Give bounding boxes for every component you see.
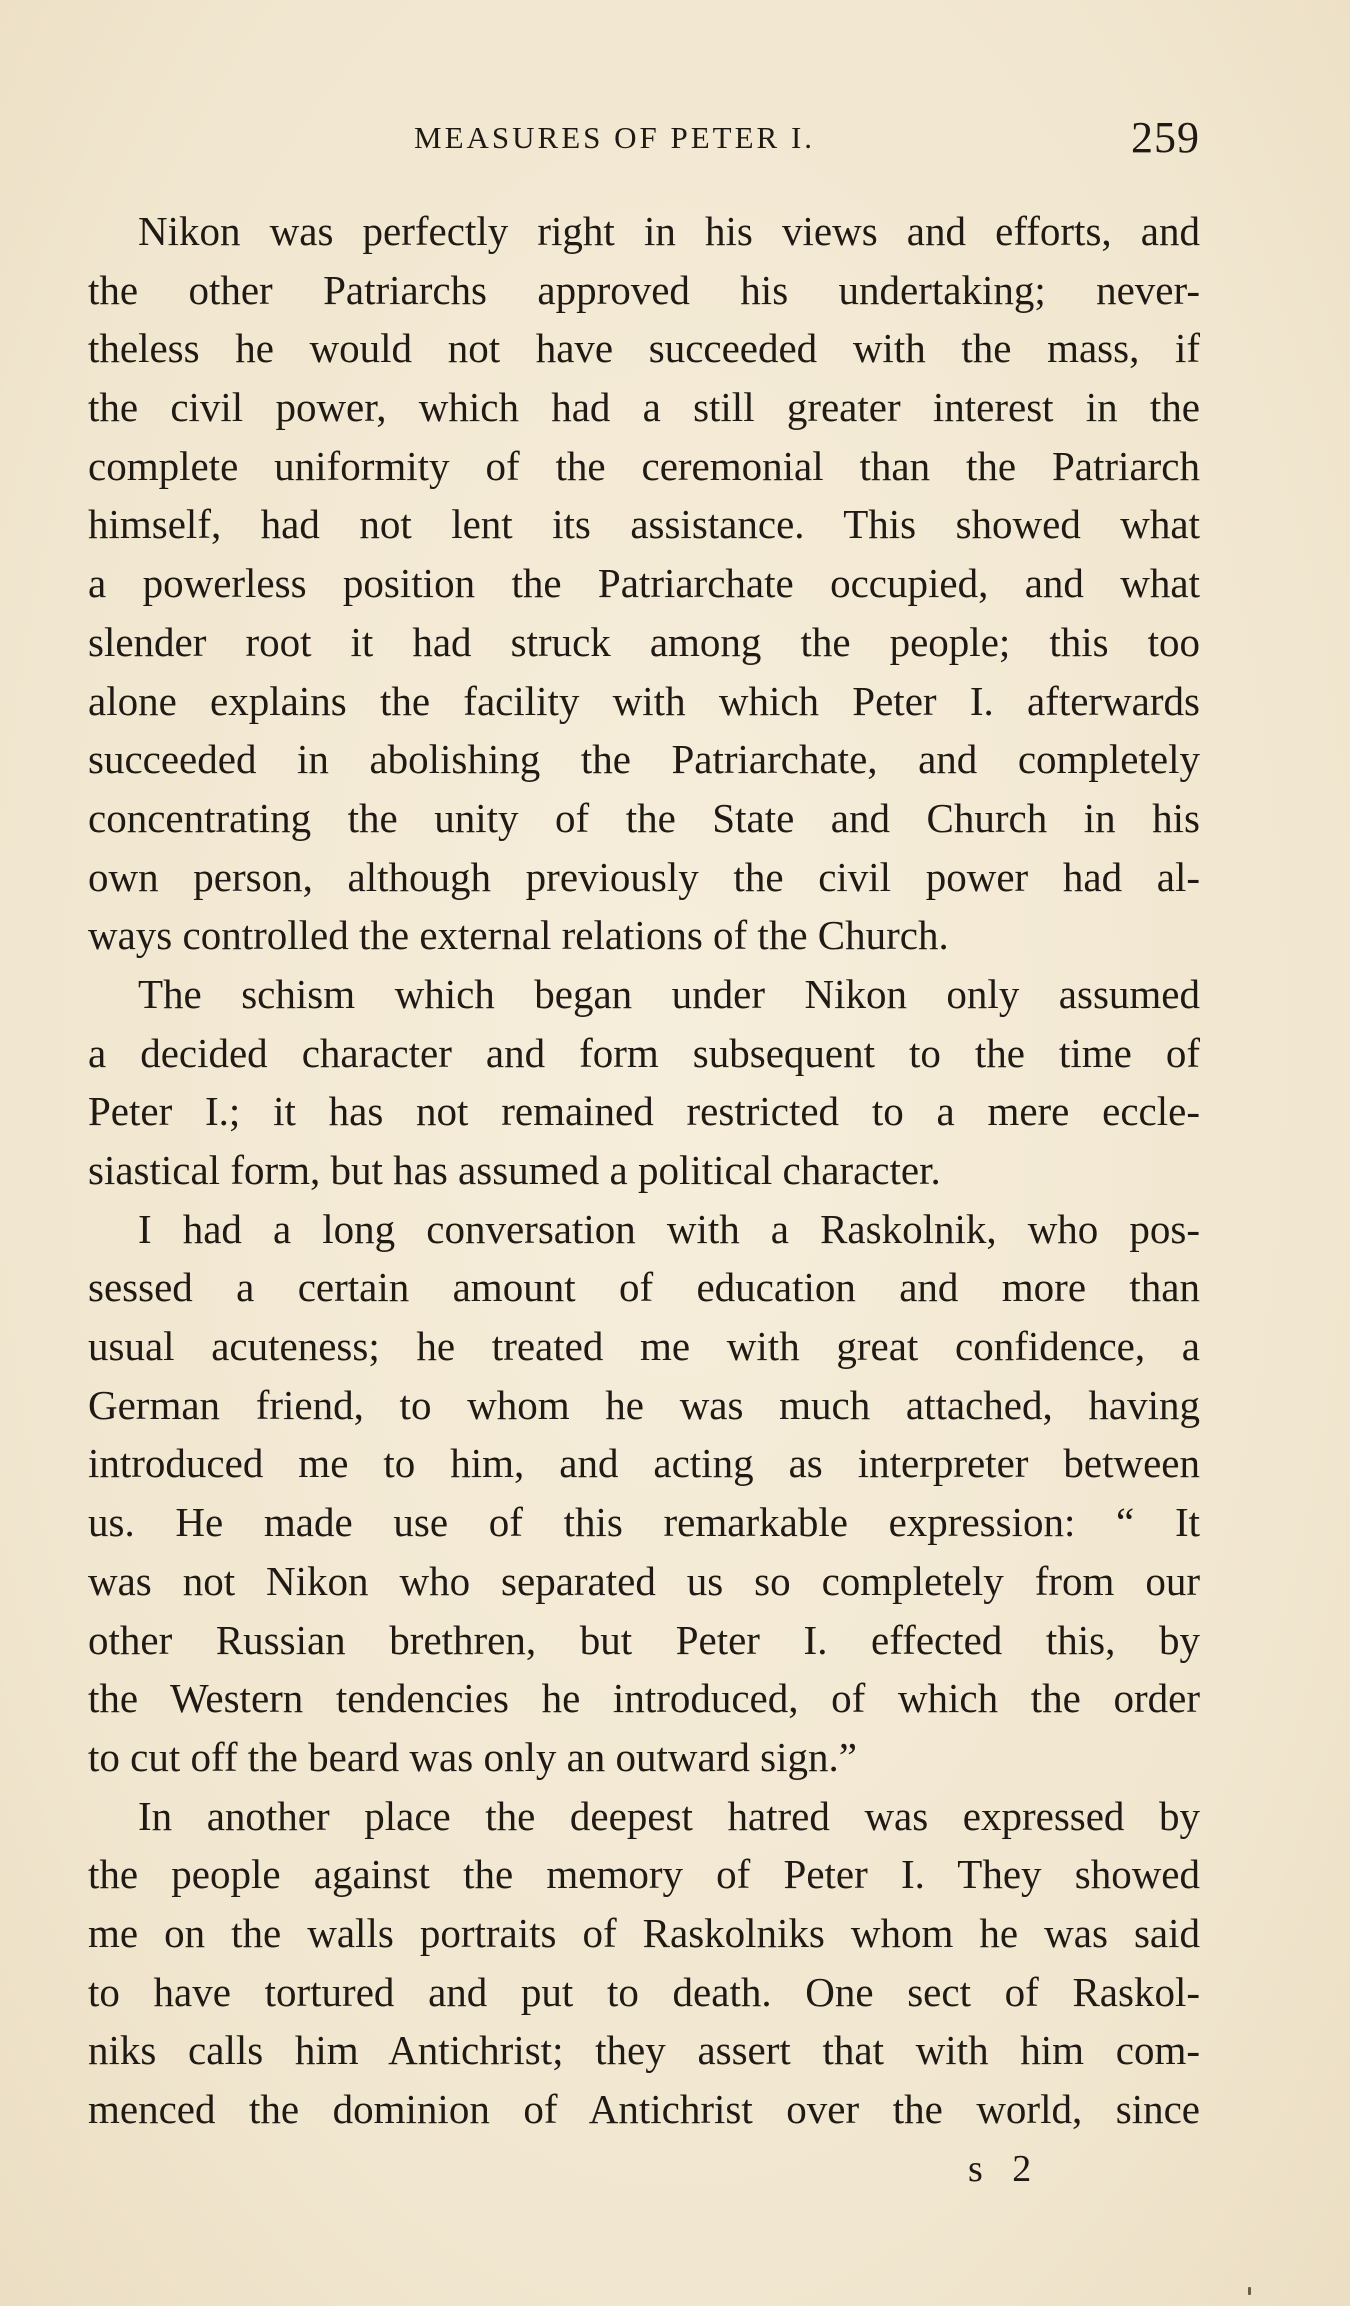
text-line: a powerless position the Patriarchate occupied, and what — [88, 560, 1200, 607]
text-line: a decided character and form subsequent to the time of — [88, 1029, 1200, 1076]
body-text — [88, 202, 1200, 2139]
text-line: introduced me to him, and acting as interpreter between — [88, 1440, 1200, 1487]
text-line: usual acuteness; he treated me with great confidence, a — [88, 1323, 1200, 1370]
page-number: 259 — [1131, 113, 1200, 162]
text-line: German friend, to whom he was much attached, having — [88, 1381, 1200, 1428]
text-line: siastical form, but has assumed a political character. — [88, 1147, 941, 1193]
text-line: to cut off the beard was only an outward sign.” — [88, 1733, 857, 1780]
text-line: was not Nikon who separated us so completely from our — [88, 1557, 1200, 1604]
text-line: own person, although previously the civil power had al- — [88, 853, 1200, 900]
text-line: the other Patriarchs approved his undertaking; never- — [88, 266, 1200, 313]
text-line: In another place the deepest hatred was expressed by — [138, 1792, 1200, 1839]
text-line: other Russian brethren, but Peter I. effected this, by — [88, 1616, 1200, 1663]
text-line: concentrating the unity of the State and Church in his — [88, 794, 1200, 841]
text-line: himself, had not lent its assistance. This showed what — [88, 501, 1200, 548]
text-line: menced the dominion of Antichrist over the world, since — [88, 2086, 1200, 2132]
text-line: Peter I.; it has not remained restricted to a mere eccle- — [88, 1088, 1200, 1135]
text-line: complete uniformity of the ceremonial than the Patriarch — [88, 442, 1200, 489]
text-line: Nikon was perfectly right in his views and efforts, and — [138, 208, 1200, 254]
text-line: The schism which began under Nikon only assumed — [138, 970, 1200, 1017]
running-head — [88, 112, 1200, 162]
text-line: niks calls him Antichrist; they assert that with him com- — [88, 2027, 1200, 2074]
running-title: MEASURES OF PETER I. — [414, 120, 816, 155]
text-line: the Western tendencies he introduced, of which the order — [88, 1675, 1200, 1722]
text-line: succeeded in abolishing the Patriarchate, and completely — [88, 736, 1200, 783]
text-line: sessed a certain amount of education and more than — [88, 1264, 1200, 1311]
text-line: ways controlled the external relations of the Church. — [88, 912, 949, 959]
text-line: the people against the memory of Peter I. They showed — [88, 1851, 1200, 1898]
signature-mark: s 2 — [968, 2148, 1042, 2190]
text-line: the civil power, which had a still greater interest in the — [88, 384, 1200, 431]
text-line: slender root it had struck among the people; this too — [88, 618, 1200, 665]
text-line: I had a long conversation with a Raskolnik, who pos- — [138, 1205, 1200, 1252]
text-line: theless he would not have succeeded with the mass, if — [88, 325, 1200, 372]
text-line: me on the walls portraits of Raskolniks whom he was said — [88, 1909, 1200, 1956]
text-line: us. He made use of this remarkable expression: “ It — [88, 1499, 1200, 1546]
text-line: to have tortured and put to death. One sect of Raskol- — [88, 1968, 1200, 2015]
paper-speck — [1248, 2287, 1251, 2295]
text-line: alone explains the facility with which Peter I. afterwards — [88, 677, 1200, 724]
